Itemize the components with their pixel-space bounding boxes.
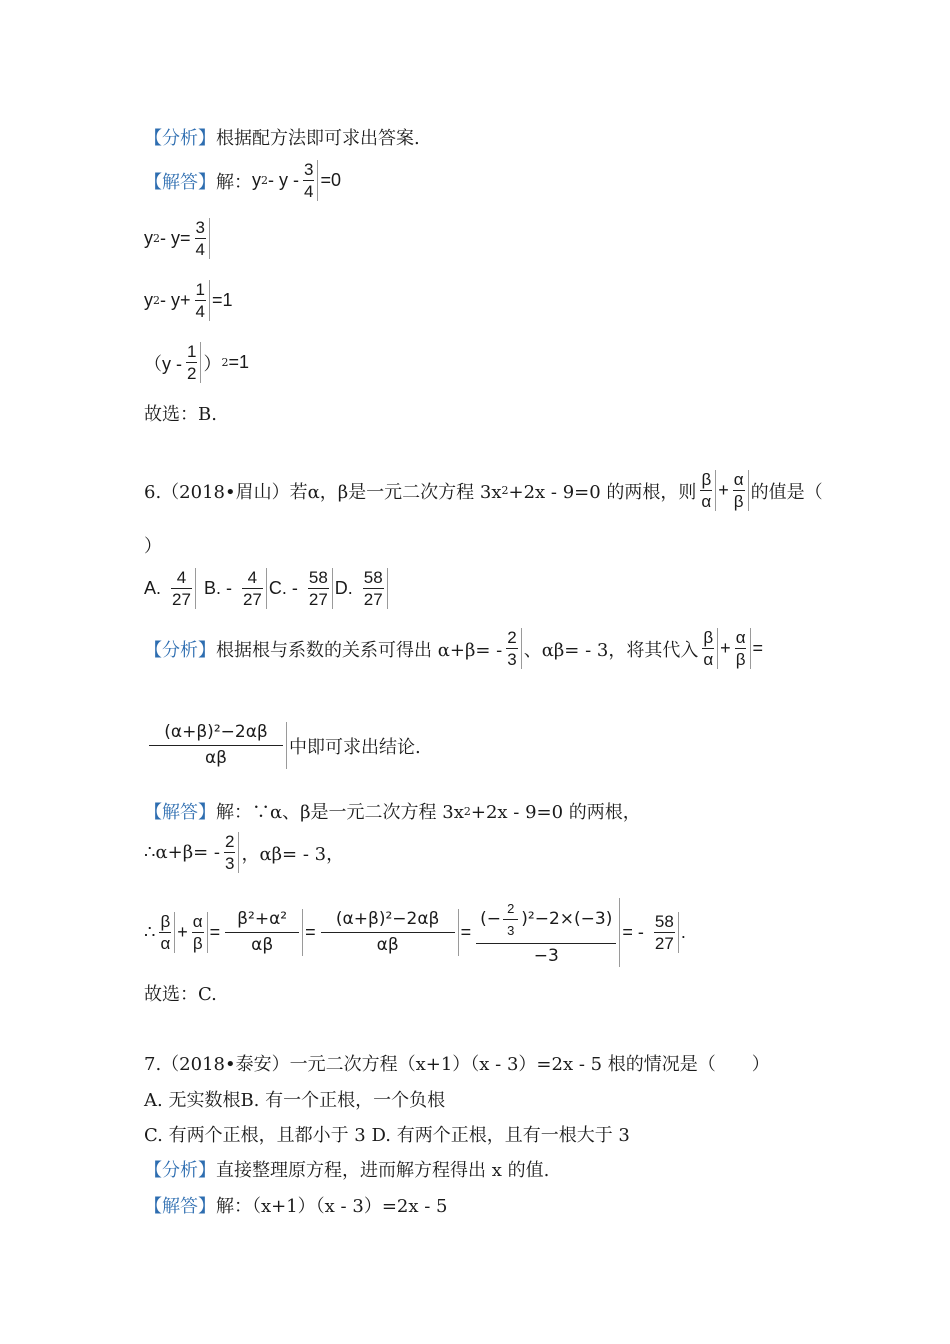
q7-analysis — [144, 1156, 549, 1182]
option-d-label: D. — [334, 578, 353, 598]
plus: + — [718, 480, 729, 500]
solution-intro: 解： — [216, 171, 252, 193]
fraction: $\frac{2}{3}$ — [503, 900, 519, 939]
exponent: 2 — [153, 294, 160, 307]
option-b-label: B. ‑ — [203, 578, 232, 598]
stem-text: 6.（2018•眉山）若α，β是一元二次方程 3x — [144, 481, 502, 503]
fraction: $\frac{1}{2}$ — [184, 342, 201, 383]
expr-y: y — [144, 290, 153, 310]
q5-solution-line3 — [144, 280, 233, 321]
period: . — [680, 922, 686, 942]
expr-open: （y ‑ — [144, 353, 182, 374]
options-text: C. 有两个正根，且都小于 3 D. 有两个正根，且有一根大于 3 — [144, 1125, 630, 1146]
q6-analysis-cont — [144, 722, 421, 769]
q7-options-cd — [144, 1121, 630, 1147]
exponent: 2 — [501, 484, 509, 497]
equals: = — [460, 922, 472, 942]
fraction-alpha-over-beta: $\frac{\alpha}{\beta}$ — [733, 628, 751, 669]
analysis-tag: 【分析】 — [144, 128, 216, 149]
solution-text: ，αβ= ‑ 3， — [241, 843, 345, 865]
analysis-text: 、αβ= ‑ 3，将其代入 — [523, 639, 699, 661]
formula-fraction: $\frac{\text{β²+α²}}{\alpha\beta}$ — [222, 909, 303, 956]
stem-text: ） — [144, 536, 162, 557]
solution-tag: 【解答】 — [144, 802, 216, 823]
formula-fraction: $\frac{\text{(α+β)²−2αβ}}{\alpha\beta}$ — [146, 722, 287, 769]
option-a-fraction: $\frac{4}{27}$ — [169, 568, 196, 609]
q6-solution-line3 — [144, 898, 686, 967]
expr-rhs: =0 — [320, 170, 341, 190]
expr-y: y — [144, 228, 153, 248]
analysis-text: 直接整理原方程，进而解方程得出 x 的值. — [216, 1160, 550, 1181]
stem-text: 7.（2018•泰安）一元二次方程（x+1）（x ‑ 3）=2x ‑ 5 根的情况是（ ） — [144, 1054, 770, 1075]
plus: + — [177, 922, 188, 942]
analysis-text: 根据根与系数的关系可得出 α+β= ‑ — [216, 639, 503, 661]
exponent: 2 — [463, 804, 471, 818]
q7-options-ab — [144, 1086, 445, 1112]
fraction-alpha-over-beta: $\frac{\alpha}{\beta}$ — [190, 912, 208, 953]
option-b-fraction: $\frac{4}{27}$ — [240, 568, 267, 609]
exponent: 2 — [261, 174, 268, 187]
stem-text: 的值是（ — [750, 481, 823, 503]
equals: = — [209, 922, 221, 942]
analysis-text: 根据配方法即可求出答案. — [216, 128, 420, 149]
formula-fraction: (− $\frac{2}{3}$ )²−2×(−3) −3 — [473, 898, 620, 967]
expr-rhs: =1 — [228, 352, 249, 372]
expr-mid: ‑ y= — [160, 228, 191, 248]
analysis-text: 中即可求出结论. — [289, 736, 421, 758]
answer-text: 故选：B. — [144, 404, 217, 425]
q6-solution-line2 — [144, 832, 344, 873]
q5-analysis — [144, 124, 420, 150]
fraction-beta-over-alpha: $\frac{\beta}{\alpha}$ — [157, 912, 175, 953]
q7-stem — [144, 1050, 770, 1076]
solution-text: 解：（x+1）（x ‑ 3）=2x ‑ 5 — [216, 1196, 448, 1217]
option-c-label: C. ‑ — [268, 578, 298, 598]
stem-text: +2x ‑ 9=0 的两根，则 — [508, 481, 697, 503]
exponent: 2 — [221, 356, 229, 369]
q5-solution-line1 — [144, 160, 341, 201]
formula-text: (− — [480, 909, 502, 929]
q6-analysis — [144, 628, 763, 669]
analysis-tag: 【分析】 — [144, 639, 216, 661]
fraction: $\frac{2}{3}$ — [222, 832, 239, 873]
solution-tag: 【解答】 — [144, 171, 216, 193]
expr-mid: ‑ y ‑ — [268, 170, 299, 190]
q5-solution-line4 — [144, 342, 249, 383]
equals: = — [752, 638, 764, 658]
option-d-fraction: $\frac{58}{27}$ — [361, 568, 388, 609]
analysis-tag: 【分析】 — [144, 1160, 216, 1181]
expr-mid: ‑ y+ — [160, 290, 191, 310]
expr-close: ） — [203, 353, 222, 374]
fraction: $\frac{58}{27}$ — [652, 912, 679, 953]
exponent: 2 — [153, 232, 160, 245]
plus: + — [720, 638, 731, 658]
expr-rhs: =1 — [211, 290, 233, 310]
q6-stem — [144, 470, 823, 511]
formula-text: )²−2×(−3) — [521, 909, 613, 929]
solution-text: ∴ — [144, 922, 156, 943]
fraction: $\frac{2}{3}$ — [504, 628, 521, 669]
q6-answer — [144, 980, 217, 1006]
formula-fraction: $\frac{\text{(α+β)²−2αβ}}{\alpha\beta}$ — [318, 909, 459, 956]
q5-answer — [144, 400, 217, 426]
q5-solution-line2 — [144, 218, 212, 259]
fraction: $\frac{1}{4}$ — [193, 280, 210, 321]
fraction: $\frac{3}{4}$ — [193, 218, 210, 259]
equals-negative: = ‑ — [622, 922, 644, 942]
q6-solution-line1 — [144, 798, 641, 824]
solution-tag: 【解答】 — [144, 1196, 216, 1217]
option-c-fraction: $\frac{58}{27}$ — [306, 568, 333, 609]
equals: = — [305, 922, 316, 942]
solution-text: ∴α+β= ‑ — [144, 842, 220, 863]
fraction-beta-over-alpha: $\frac{\beta}{\alpha}$ — [698, 470, 716, 511]
solution-text: 解：∵α、β是一元二次方程 3x — [216, 802, 464, 823]
expr-y: y — [252, 170, 261, 190]
q6-options — [144, 568, 390, 609]
fraction-alpha-over-beta: $\frac{\alpha}{\beta}$ — [731, 470, 749, 511]
answer-text: 故选：C. — [144, 984, 217, 1005]
solution-text: +2x ‑ 9=0 的两根， — [470, 802, 641, 823]
fraction-beta-over-alpha: $\frac{\beta}{\alpha}$ — [700, 628, 718, 669]
q6-stem-end — [144, 532, 162, 558]
fraction: $\frac{3}{4}$ — [301, 160, 318, 201]
q7-solution — [144, 1192, 447, 1218]
options-text: A. 无实数根B. 有一个正根，一个负根 — [144, 1090, 446, 1111]
option-a-label: A. — [144, 578, 162, 598]
